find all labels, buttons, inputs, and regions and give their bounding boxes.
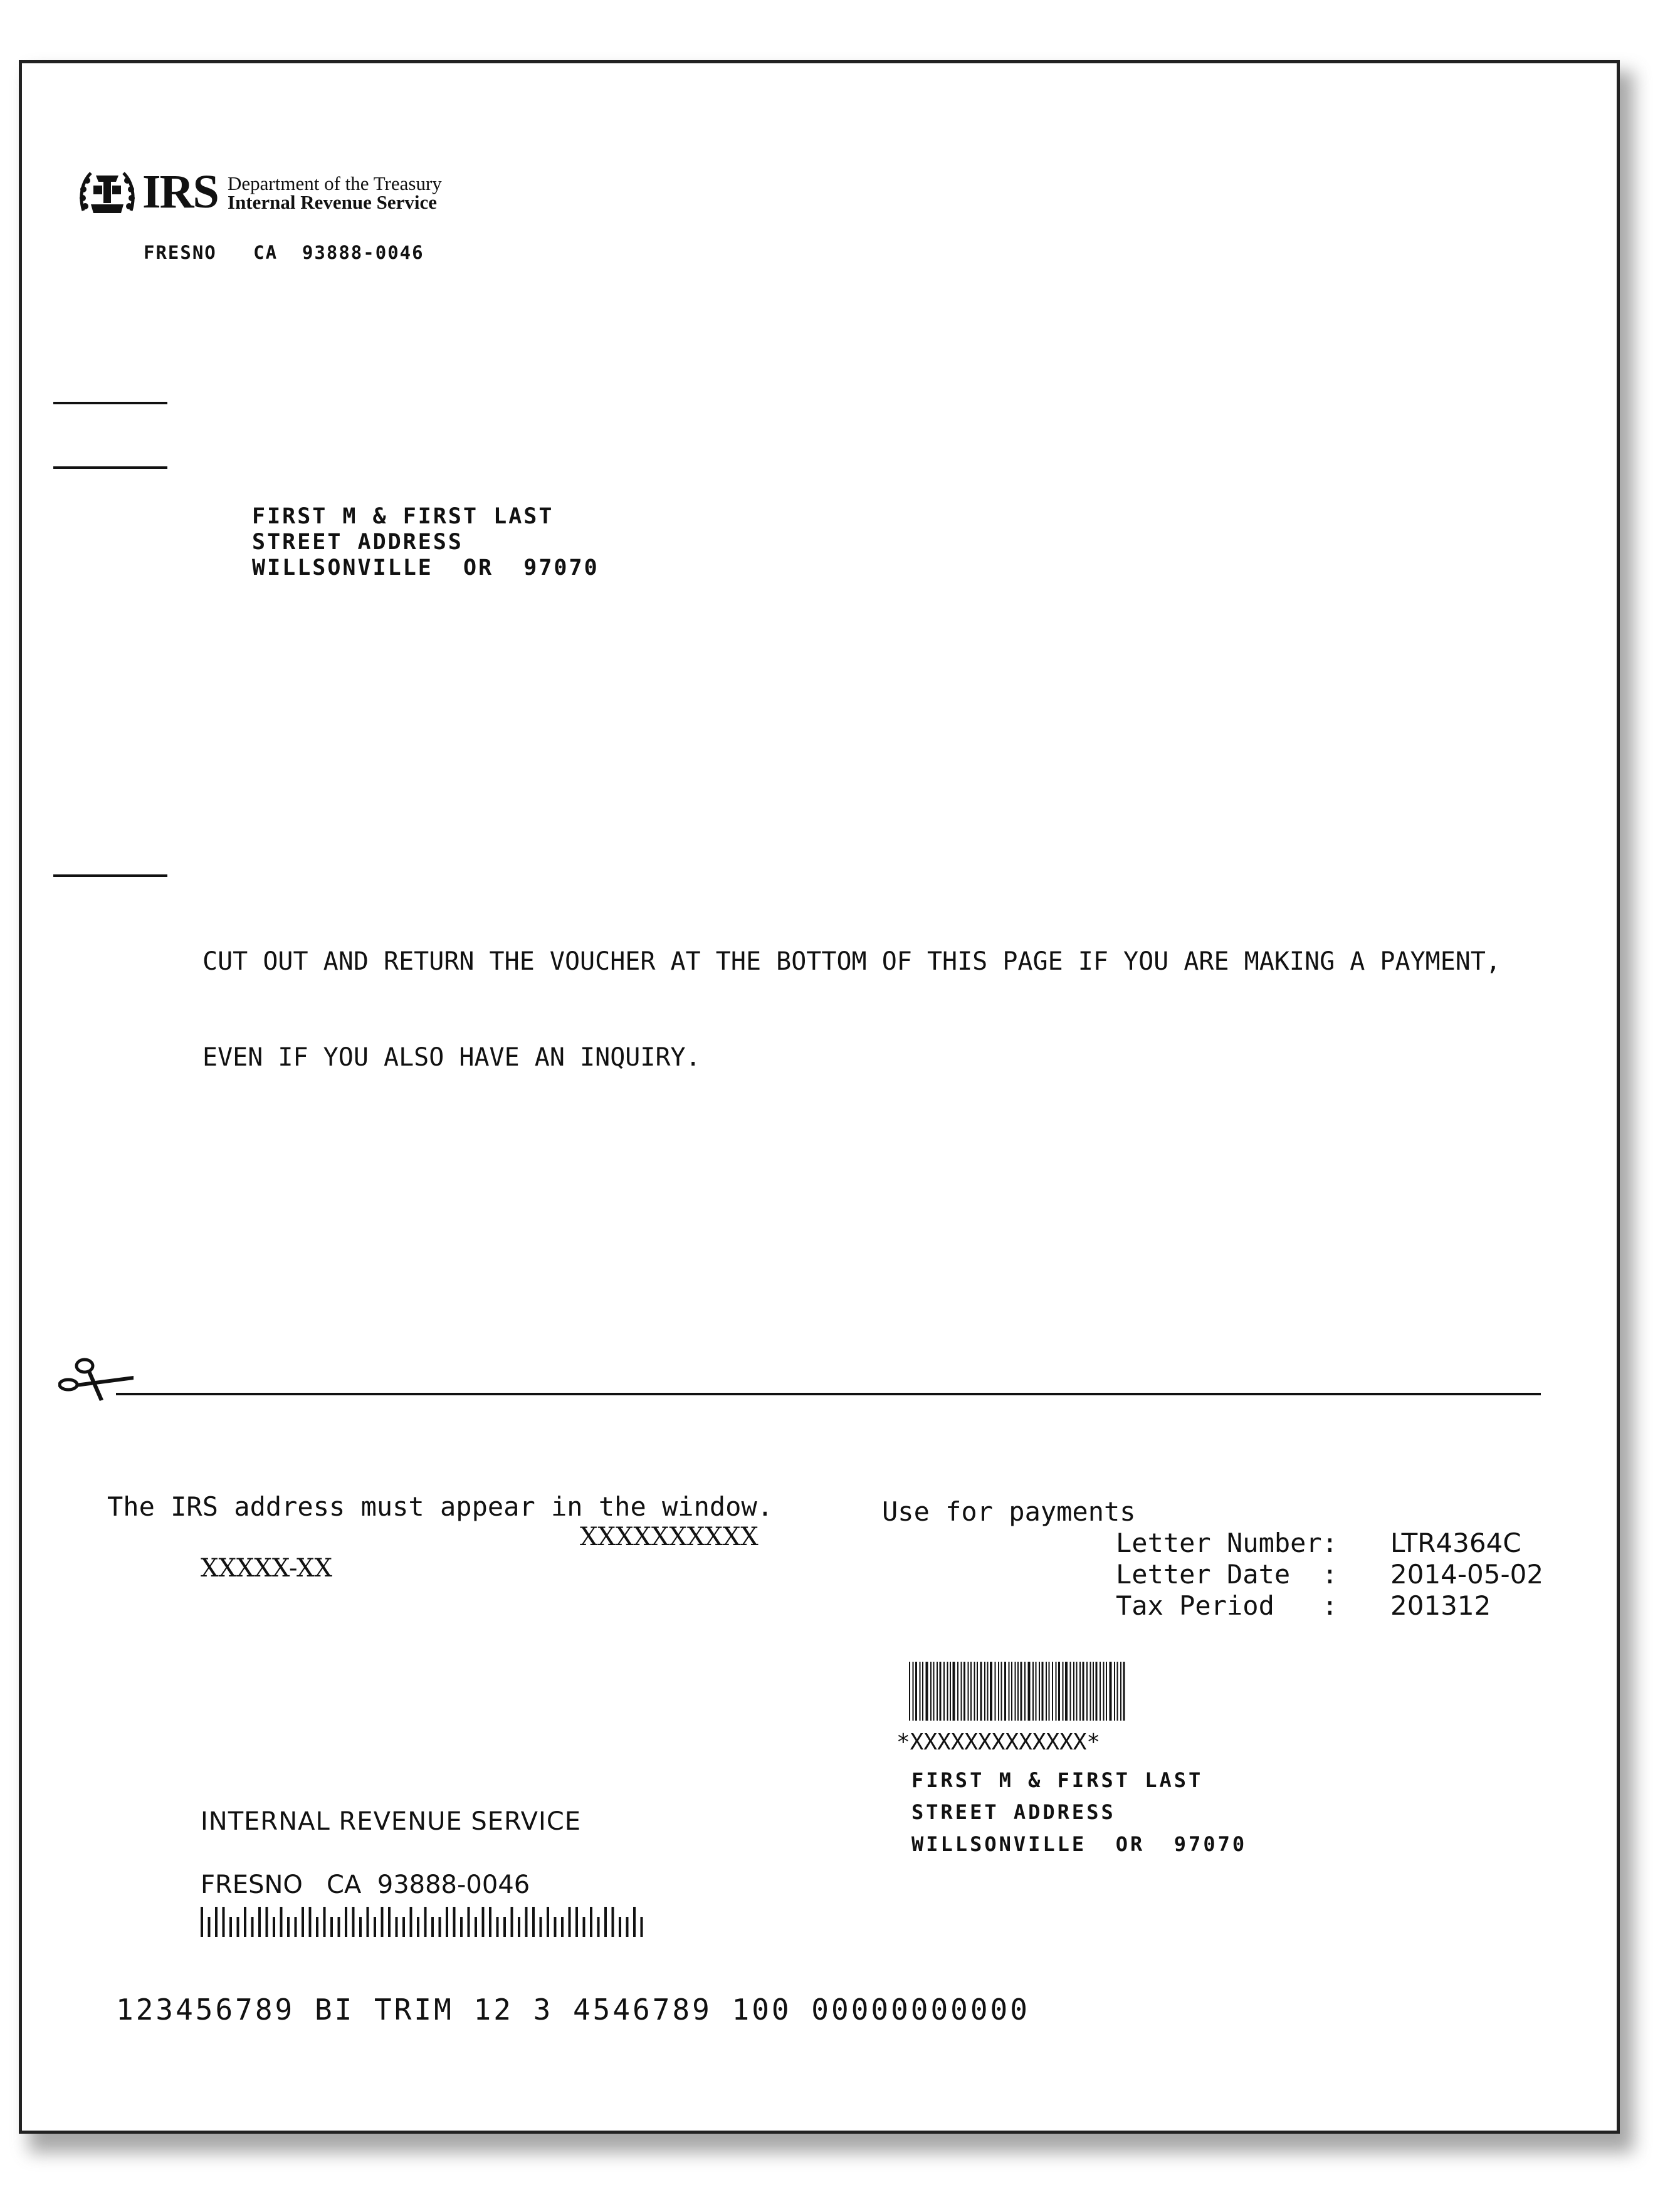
tracking-bar	[963, 1662, 965, 1721]
tracking-bar	[1117, 1662, 1118, 1721]
postal-bar	[316, 1917, 318, 1937]
postal-bar	[547, 1907, 549, 1937]
irs-eagle-icon	[77, 167, 137, 218]
postal-bar	[604, 1907, 607, 1937]
postal-bar	[352, 1907, 355, 1937]
postal-bar	[388, 1907, 391, 1937]
postal-bar	[396, 1917, 398, 1937]
tracking-bar	[1001, 1662, 1002, 1721]
tracking-bar	[1021, 1662, 1022, 1721]
postal-bar	[345, 1907, 347, 1937]
tracking-bar	[909, 1662, 910, 1721]
fold-mark-2	[53, 466, 167, 469]
postal-bar	[367, 1907, 369, 1937]
tax-period-value: 201312	[1390, 1590, 1491, 1621]
postal-bar	[561, 1917, 564, 1937]
postal-bar	[431, 1917, 434, 1937]
postal-bar	[446, 1907, 448, 1937]
tracking-bar	[1070, 1662, 1071, 1721]
tax-period-label: Tax Period :	[1116, 1590, 1338, 1621]
postal-bar	[532, 1907, 535, 1937]
tracking-bar	[1106, 1662, 1107, 1721]
postal-bar	[590, 1907, 592, 1937]
tracking-bar	[913, 1662, 914, 1721]
tracking-bar	[974, 1662, 975, 1721]
tracking-bar	[1032, 1662, 1034, 1721]
tracking-bar	[1065, 1662, 1068, 1721]
postal-bar	[244, 1907, 246, 1937]
tracking-bar	[933, 1662, 935, 1721]
tracking-bar	[1076, 1662, 1078, 1721]
postal-bar	[410, 1907, 412, 1937]
recipient-city: WILLSONVILLE OR 97070	[252, 555, 599, 580]
irs-logo	[77, 165, 516, 222]
postal-bar	[251, 1917, 254, 1937]
letter-values	[1390, 1528, 1543, 1622]
tracking-bar	[1049, 1662, 1050, 1721]
postal-bar	[273, 1917, 275, 1937]
letter-page	[19, 60, 1620, 2134]
tracking-bar	[1086, 1662, 1088, 1721]
postal-bar	[229, 1917, 232, 1937]
recipient-street: STREET ADDRESS	[252, 530, 464, 555]
tracking-bar	[1046, 1662, 1047, 1721]
tracking-bar	[1011, 1662, 1012, 1721]
tracking-bar	[1028, 1662, 1031, 1721]
recipient-name: FIRST M & FIRST LAST	[252, 504, 554, 529]
postal-bar	[597, 1917, 600, 1937]
fold-mark-1	[53, 402, 167, 404]
tracking-bar	[977, 1662, 978, 1721]
return-address: FRESNO CA 93888-0046	[144, 242, 424, 263]
postal-bar	[633, 1907, 636, 1937]
postal-bar	[503, 1917, 506, 1937]
ocr-scan-line: 123456789 BI TRIM 12 3 4546789 100 00000000000	[116, 1993, 1030, 2027]
postal-bar	[525, 1907, 528, 1937]
postal-bar	[330, 1917, 333, 1937]
tracking-bar	[987, 1662, 989, 1721]
tracking-bar	[1024, 1662, 1026, 1721]
postal-bar	[575, 1907, 578, 1937]
tracking-bar	[947, 1662, 948, 1721]
tracking-bar	[1056, 1662, 1057, 1721]
use-for-payments: Use for payments	[882, 1496, 1136, 1527]
tracking-bar	[953, 1662, 955, 1721]
irs-payee-name: INTERNAL REVENUE SERVICE	[201, 1807, 582, 1836]
notice-line-1: CUT OUT AND RETURN THE VOUCHER AT THE BOTTOM OF THIS PAGE IF YOU ARE MAKING A PAYMENT,	[202, 947, 1501, 976]
tracking-bar	[998, 1662, 999, 1721]
tracking-bar	[1103, 1662, 1105, 1721]
letter-date-label: Letter Date :	[1116, 1559, 1338, 1590]
postal-bar	[496, 1917, 499, 1937]
masked-id-short: XXXXX-XX	[201, 1554, 332, 1583]
postal-bar	[540, 1917, 542, 1937]
tracking-bar	[1052, 1662, 1053, 1721]
postal-bar	[287, 1917, 290, 1937]
tracking-bar	[940, 1662, 942, 1721]
tracking-bar	[1100, 1662, 1101, 1721]
postal-bar	[641, 1917, 643, 1937]
postal-bar	[295, 1917, 297, 1937]
tracking-bar	[1017, 1662, 1019, 1721]
postal-bar	[215, 1907, 218, 1937]
recipient-address	[252, 504, 599, 581]
postal-bar	[554, 1917, 557, 1937]
postal-bar	[417, 1917, 419, 1937]
postal-bar	[302, 1907, 304, 1937]
postal-bar	[460, 1917, 463, 1937]
tracking-bar	[926, 1662, 928, 1721]
tracking-bar	[915, 1662, 917, 1721]
payer-street: STREET ADDRESS	[911, 1800, 1116, 1824]
payer-city: WILLSONVILLE OR 97070	[911, 1832, 1247, 1856]
tracking-bar	[1058, 1662, 1060, 1721]
postal-bar	[518, 1917, 520, 1937]
tracking-bar	[961, 1662, 962, 1721]
tracking-bar	[1110, 1662, 1112, 1721]
payment-notice	[202, 882, 1501, 1138]
notice-line-2: EVEN IF YOU ALSO HAVE AN INQUIRY.	[202, 1043, 701, 1072]
letter-info	[1116, 1528, 1338, 1622]
tracking-bar	[995, 1662, 996, 1721]
postal-bar	[489, 1907, 491, 1937]
tracking-bar	[1042, 1662, 1044, 1721]
postal-bar	[323, 1907, 326, 1937]
tracking-bar	[1093, 1662, 1094, 1721]
logo-department: Department of the Treasury	[228, 172, 442, 194]
postal-bar	[619, 1917, 621, 1937]
logo-irs-wordmark: IRS	[142, 165, 218, 218]
tracking-bar	[1039, 1662, 1040, 1721]
postal-bar	[424, 1907, 427, 1937]
tracking-bar	[1015, 1662, 1016, 1721]
tracking-bar	[1096, 1662, 1098, 1721]
scissors-icon	[58, 1356, 140, 1412]
postal-bar	[475, 1917, 477, 1937]
fold-mark-3	[53, 874, 167, 877]
tracking-bar	[1079, 1662, 1081, 1721]
tracking-bar	[1123, 1662, 1125, 1721]
tracking-bar	[1083, 1662, 1084, 1721]
tracking-bar	[1063, 1662, 1064, 1721]
tracking-bar	[1009, 1662, 1010, 1721]
barcode-text: *XXXXXXXXXXXXX*	[896, 1729, 1101, 1755]
postal-bar	[223, 1907, 225, 1937]
tracking-bar	[980, 1662, 982, 1721]
tracking-bar	[984, 1662, 985, 1721]
postal-bar	[359, 1917, 362, 1937]
postal-bar	[280, 1907, 283, 1937]
irs-payee-city: FRESNO CA 93888-0046	[201, 1870, 530, 1899]
postal-bar	[482, 1907, 485, 1937]
postal-bar	[468, 1907, 470, 1937]
tracking-bar	[990, 1662, 992, 1721]
tracking-bar	[1120, 1662, 1121, 1721]
postal-bar	[583, 1917, 585, 1937]
tracking-bar	[1004, 1662, 1006, 1721]
tracking-bar	[968, 1662, 969, 1721]
postal-bar	[208, 1917, 211, 1937]
payer-name: FIRST M & FIRST LAST	[911, 1768, 1204, 1792]
tracking-bar	[937, 1662, 938, 1721]
tracking-bar	[1090, 1662, 1091, 1721]
tracking-bar	[1114, 1662, 1115, 1721]
postal-bar	[569, 1907, 571, 1937]
postal-barcode	[201, 1907, 652, 1938]
tracking-bar	[1073, 1662, 1074, 1721]
logo-service: Internal Revenue Service	[228, 191, 438, 213]
postal-bar	[374, 1917, 376, 1937]
tracking-bar	[970, 1662, 972, 1721]
tracking-bar	[950, 1662, 951, 1721]
letter-date-value: 2014-05-02	[1390, 1559, 1544, 1590]
postal-bar	[258, 1907, 261, 1937]
postal-bar	[309, 1907, 312, 1937]
postal-bar	[453, 1907, 456, 1937]
payer-address	[911, 1765, 1247, 1860]
letter-number-label: Letter Number:	[1116, 1528, 1338, 1558]
tracking-bar	[943, 1662, 945, 1721]
masked-id-long: XXXXXXXXXX	[580, 1523, 759, 1551]
cut-line	[116, 1393, 1541, 1395]
postal-bar	[381, 1907, 384, 1937]
postal-bar	[237, 1917, 239, 1937]
postal-bar	[511, 1907, 513, 1937]
postal-bar	[338, 1917, 340, 1937]
postal-bar	[612, 1907, 614, 1937]
postal-bar	[402, 1917, 405, 1937]
tracking-bar	[957, 1662, 958, 1721]
tracking-bar	[1036, 1662, 1037, 1721]
tracking-bar	[930, 1662, 932, 1721]
window-notice: The IRS address must appear in the window.	[107, 1491, 774, 1522]
tracking-bar	[920, 1662, 921, 1721]
postal-bar	[626, 1917, 629, 1937]
postal-bar	[266, 1907, 268, 1937]
tracking-bar	[922, 1662, 923, 1721]
postal-bar	[201, 1907, 203, 1937]
letter-number-value: LTR4364C	[1390, 1528, 1521, 1558]
tracking-barcode	[909, 1662, 1172, 1722]
postal-bar	[439, 1917, 441, 1937]
